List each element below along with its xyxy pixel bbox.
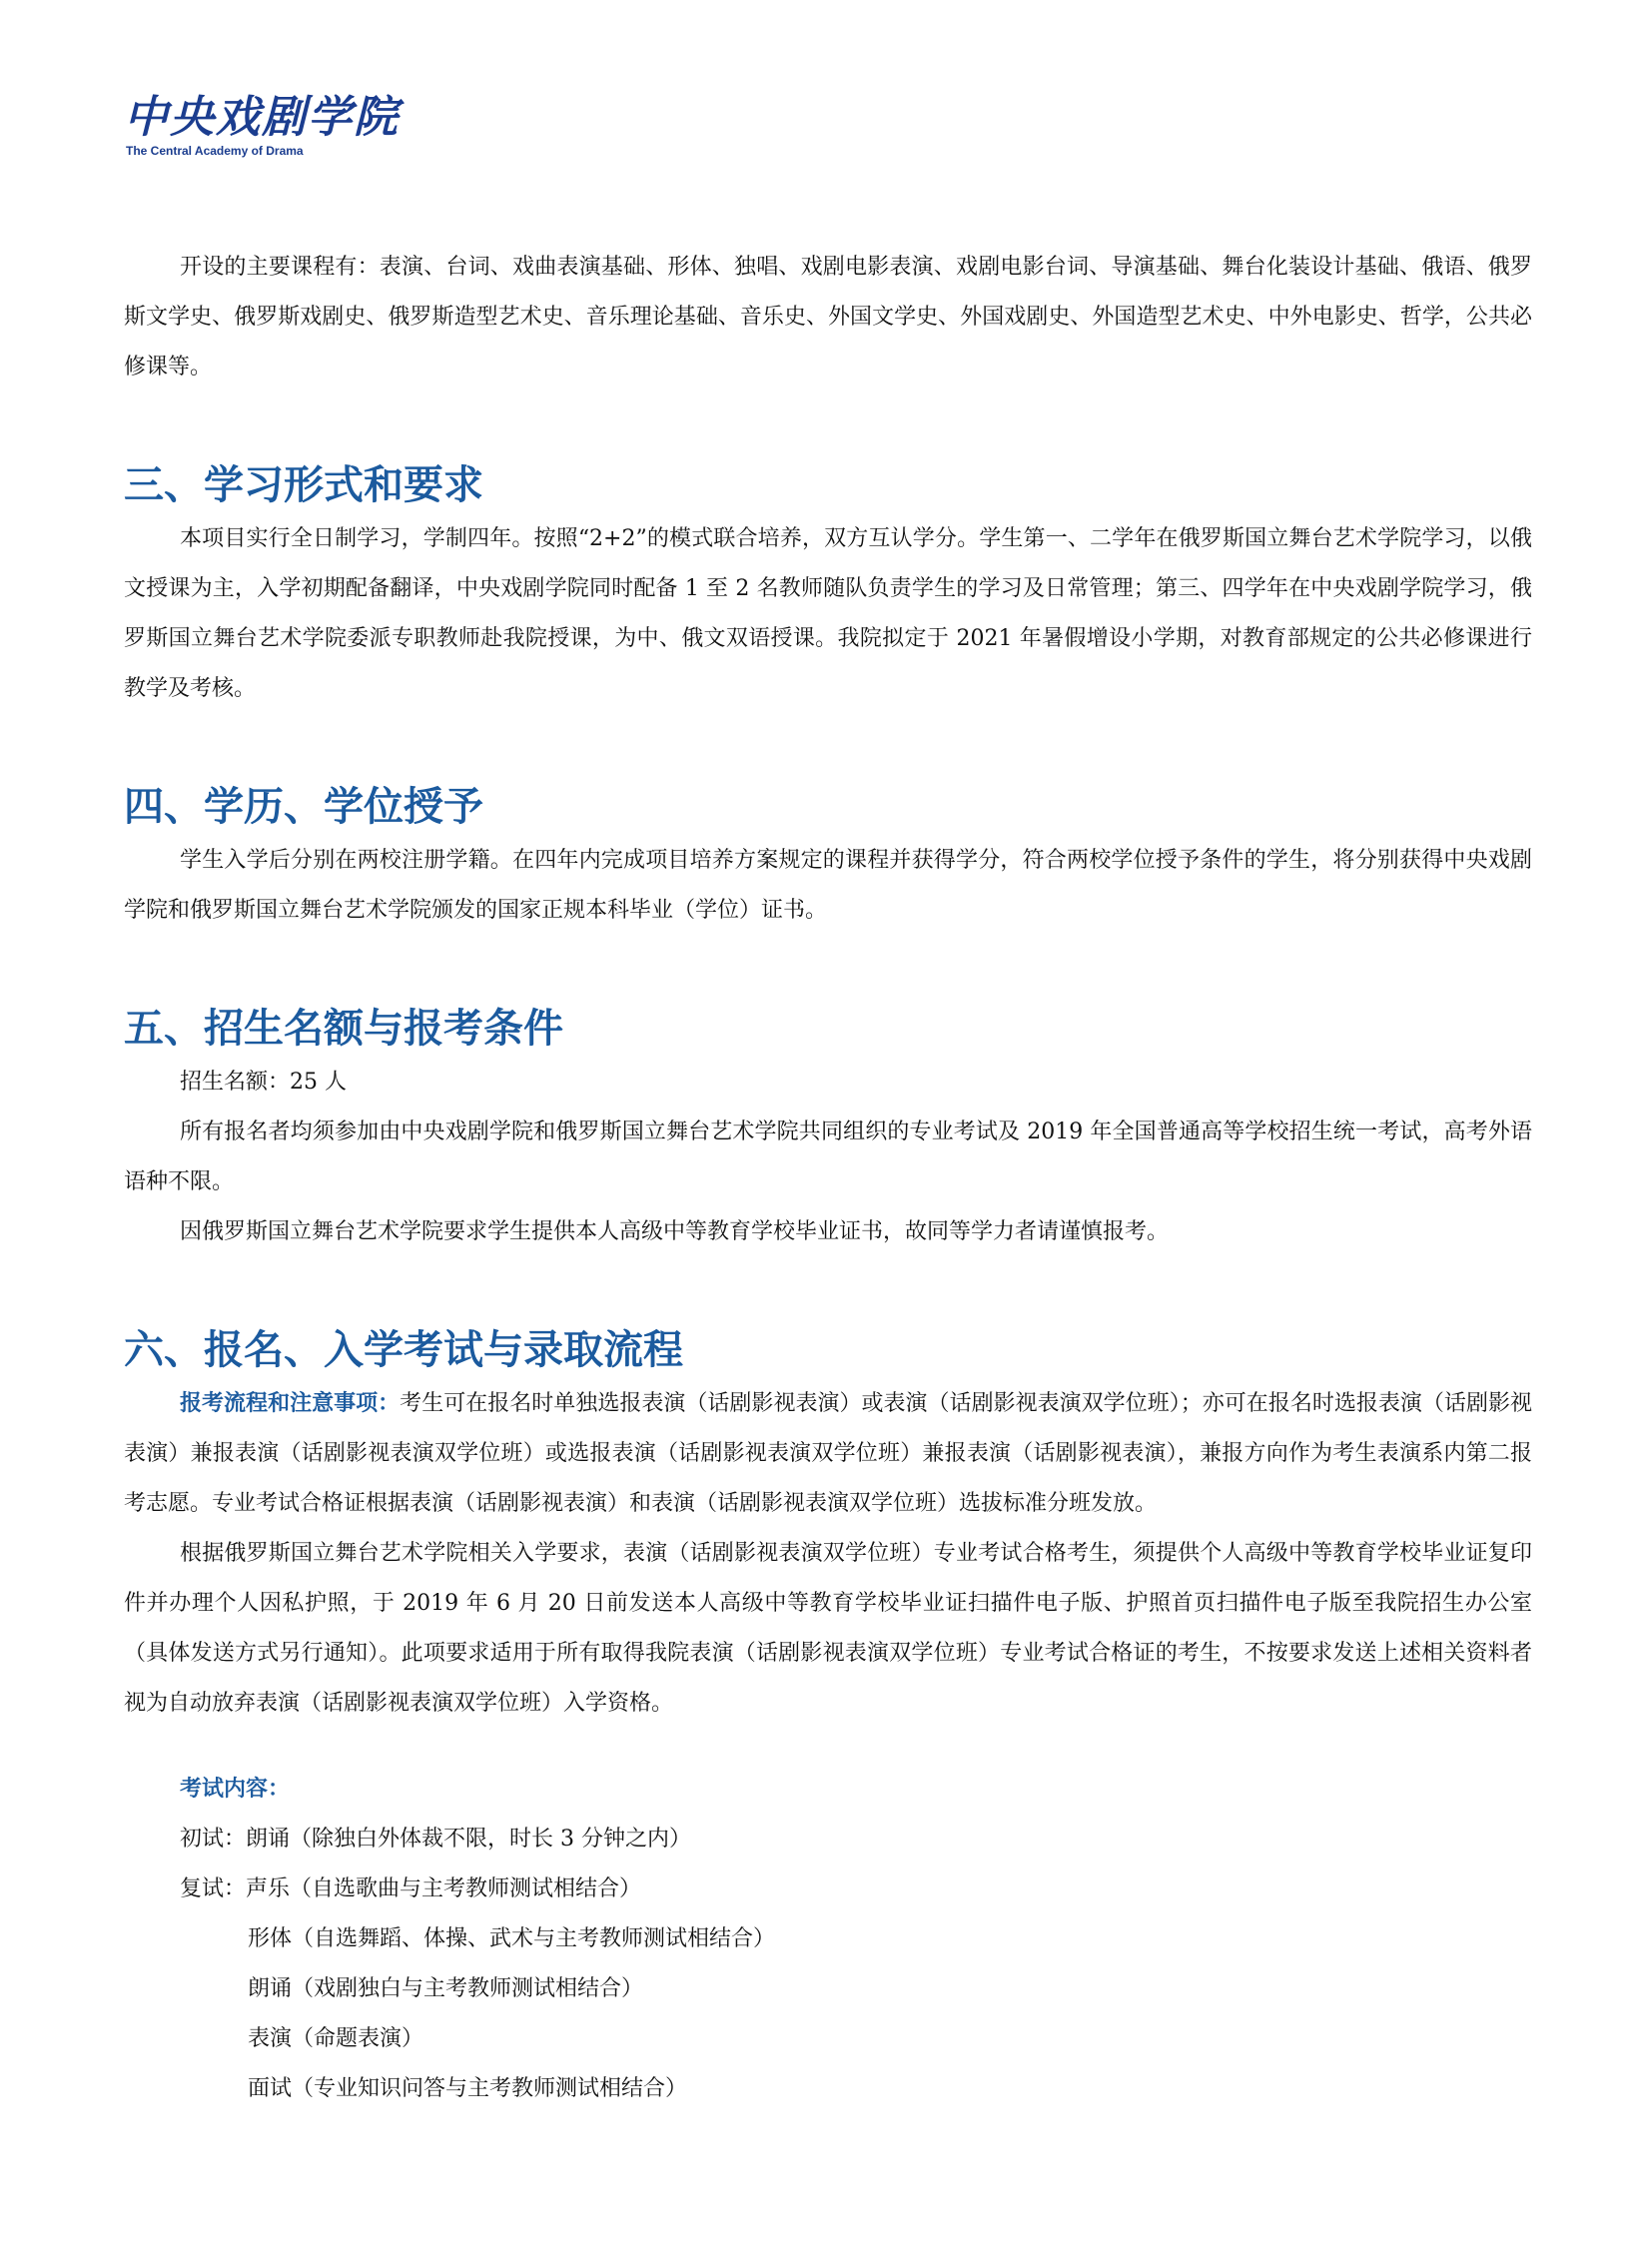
- exam-item-performance: 表演（命题表演）: [248, 2026, 424, 2051]
- exam-item-preliminary: 初试：朗诵（除独白外体裁不限，时长 3 分钟之内）: [180, 1827, 691, 1852]
- section-3-title: 三、学习形式和要求: [124, 461, 483, 508]
- section-5-paragraph-2: 因俄罗斯国立舞台艺术学院要求学生提供本人高级中等教育学校毕业证书，故同等学力者请谨慎报考。: [180, 1219, 1170, 1244]
- section-6-paragraph-2: 根据俄罗斯国立舞台艺术学院相关入学要求，表演（话剧影视表演双学位班）专业考试合格考生，须提供个人高级中等教育学校毕业证复印件并办理个人因私护照，于 2019 年 6 月 20 日前发送本人高级中等教育学校毕业证扫描件电子版、护照首页扫描件电子版至我院招生办公室（具体发送方式另行通知）。此项要求适用于所有取得我院表演（话剧影视表演双学位班）专业考试合格证的考生，不按要求发送上述相关资料者视为自动放弃表演（话剧影视表演双学位班）入学资格。: [124, 1541, 1532, 1716]
- exam-item-body: 形体（自选舞蹈、体操、武术与主考教师测试相结合）: [248, 1926, 776, 1951]
- process-lead-label: 报考流程和注意事项：: [180, 1391, 401, 1416]
- section-4-title: 四、学历、学位授予: [124, 783, 483, 830]
- logo-chinese-name: 中央戏剧学院: [124, 92, 400, 143]
- section-4-paragraph: 学生入学后分别在两校注册学籍。在四年内完成项目培养方案规定的课程并获得学分，符合两校学位授予条件的学生，将分别获得中央戏剧学院和俄罗斯国立舞台艺术学院颁发的国家正规本科毕业（学位）证书。: [124, 848, 1532, 923]
- exam-content-label: 考试内容：: [180, 1777, 291, 1802]
- section-3-paragraph: 本项目实行全日制学习，学制四年。按照“2+2”的模式联合培养，双方互认学分。学生第一、二学年在俄罗斯国立舞台艺术学院学习，以俄文授课为主，入学初期配备翻译，中央戏剧学院同时配备 1 至 2 名教师随队负责学生的学习及日常管理；第三、四学年在中央戏剧学院学习，俄罗斯国立舞台艺术学院委派专职教师赴我院授课，为中、俄文双语授课。我院拟定于 2021 年暑假增设小学期，对教育部规定的公共必修课进行教学及考核。: [124, 526, 1532, 701]
- section-6-title: 六、报名、入学考试与录取流程: [124, 1326, 683, 1373]
- academy-logo: [124, 92, 400, 158]
- section-6-paragraph-1: [124, 1379, 1532, 1529]
- section-5-title: 五、招生名额与报考条件: [124, 1005, 563, 1052]
- process-text: 考生可在报名时单独选报表演（话剧影视表演）或表演（话剧影视表演双学位班）；亦可在报名时选报表演（话剧影视表演）兼报表演（话剧影视表演双学位班）或选报表演（话剧影视表演双学位班）兼报表演（话剧影视表演），兼报方向作为考生表演系内第二报考志愿。专业考试合格证根据表演（话剧影视表演）和表演（话剧影视表演双学位班）选拔标准分班发放。: [124, 1391, 1532, 1516]
- exam-item-vocal: 复试：声乐（自选歌曲与主考教师测试相结合）: [180, 1876, 642, 1901]
- section-5-paragraph-1: 所有报名者均须参加由中央戏剧学院和俄罗斯国立舞台艺术学院共同组织的专业考试及 2019 年全国普通高等学校招生统一考试，高考外语语种不限。: [124, 1120, 1532, 1194]
- document-body: [124, 243, 1532, 2114]
- exam-item-recitation: 朗诵（戏剧独白与主考教师测试相结合）: [248, 1976, 644, 2001]
- exam-item-interview: 面试（专业知识问答与主考教师测试相结合）: [248, 2076, 688, 2101]
- courses-paragraph: 开设的主要课程有：表演、台词、戏曲表演基础、形体、独唱、戏剧电影表演、戏剧电影台词、导演基础、舞台化装设计基础、俄语、俄罗斯文学史、俄罗斯戏剧史、俄罗斯造型艺术史、音乐理论基础、音乐史、外国文学史、外国戏剧史、外国造型艺术史、中外电影史、哲学，公共必修课等。: [124, 255, 1532, 379]
- logo-english-name: The Central Academy of Drama: [126, 144, 304, 158]
- enrollment-quota: 招生名额：25 人: [180, 1070, 347, 1095]
